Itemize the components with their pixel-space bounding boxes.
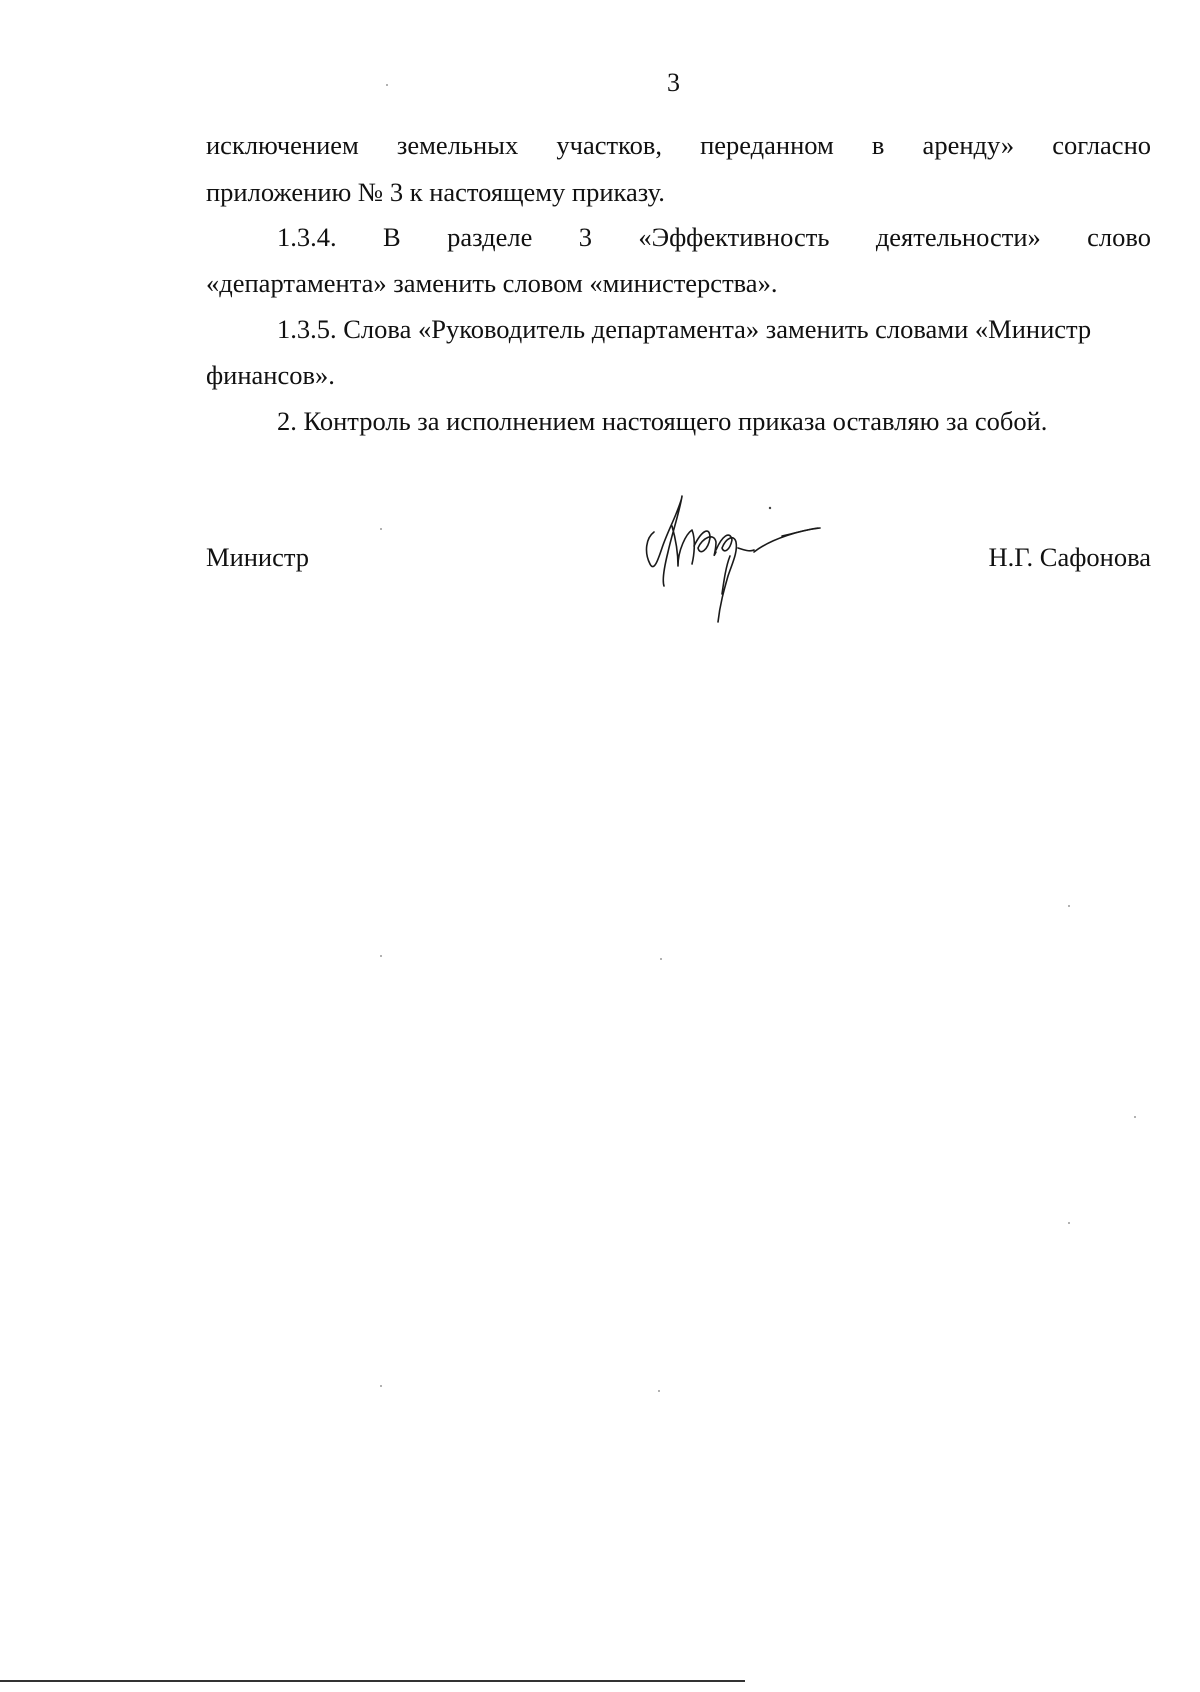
paragraph-4: 2. Контроль за исполнением настоящего приказа оставляю за собой. bbox=[277, 406, 1048, 436]
scan-speck bbox=[660, 958, 662, 960]
scan-speck bbox=[380, 1385, 382, 1387]
paragraph-1-line-1 bbox=[206, 128, 1151, 162]
text-line: исключением земельных участков, переданном в аренду» согласно bbox=[206, 130, 1151, 160]
scan-speck bbox=[658, 1390, 660, 1392]
paragraph-1-line-2: приложению № 3 к настоящему приказу. bbox=[206, 177, 665, 207]
scan-speck bbox=[1068, 905, 1070, 907]
paragraph-2-line-2: «департамента» заменить словом «министерства». bbox=[206, 268, 778, 298]
signatory-name: Н.Г. Сафонова bbox=[988, 542, 1151, 572]
scan-speck bbox=[380, 955, 382, 957]
scan-speck bbox=[1134, 1116, 1136, 1118]
paragraph-2-line-1 bbox=[277, 220, 1151, 254]
scan-speck bbox=[380, 528, 382, 530]
paragraph-3-line-1: 1.3.5. Слова «Руководитель департамента» заменить словами «Министр bbox=[277, 314, 1092, 344]
paragraph-3-line-2: финансов». bbox=[206, 360, 335, 390]
bottom-edge-line bbox=[0, 1680, 745, 1682]
page-number: 3 bbox=[667, 68, 680, 97]
scan-speck bbox=[1068, 1222, 1070, 1224]
text-line: 1.3.4. В разделе 3 «Эффективность деятельности» слово bbox=[277, 222, 1151, 252]
handwritten-signature-icon bbox=[642, 490, 842, 630]
signatory-title: Министр bbox=[206, 542, 310, 572]
scan-speck bbox=[386, 84, 388, 86]
